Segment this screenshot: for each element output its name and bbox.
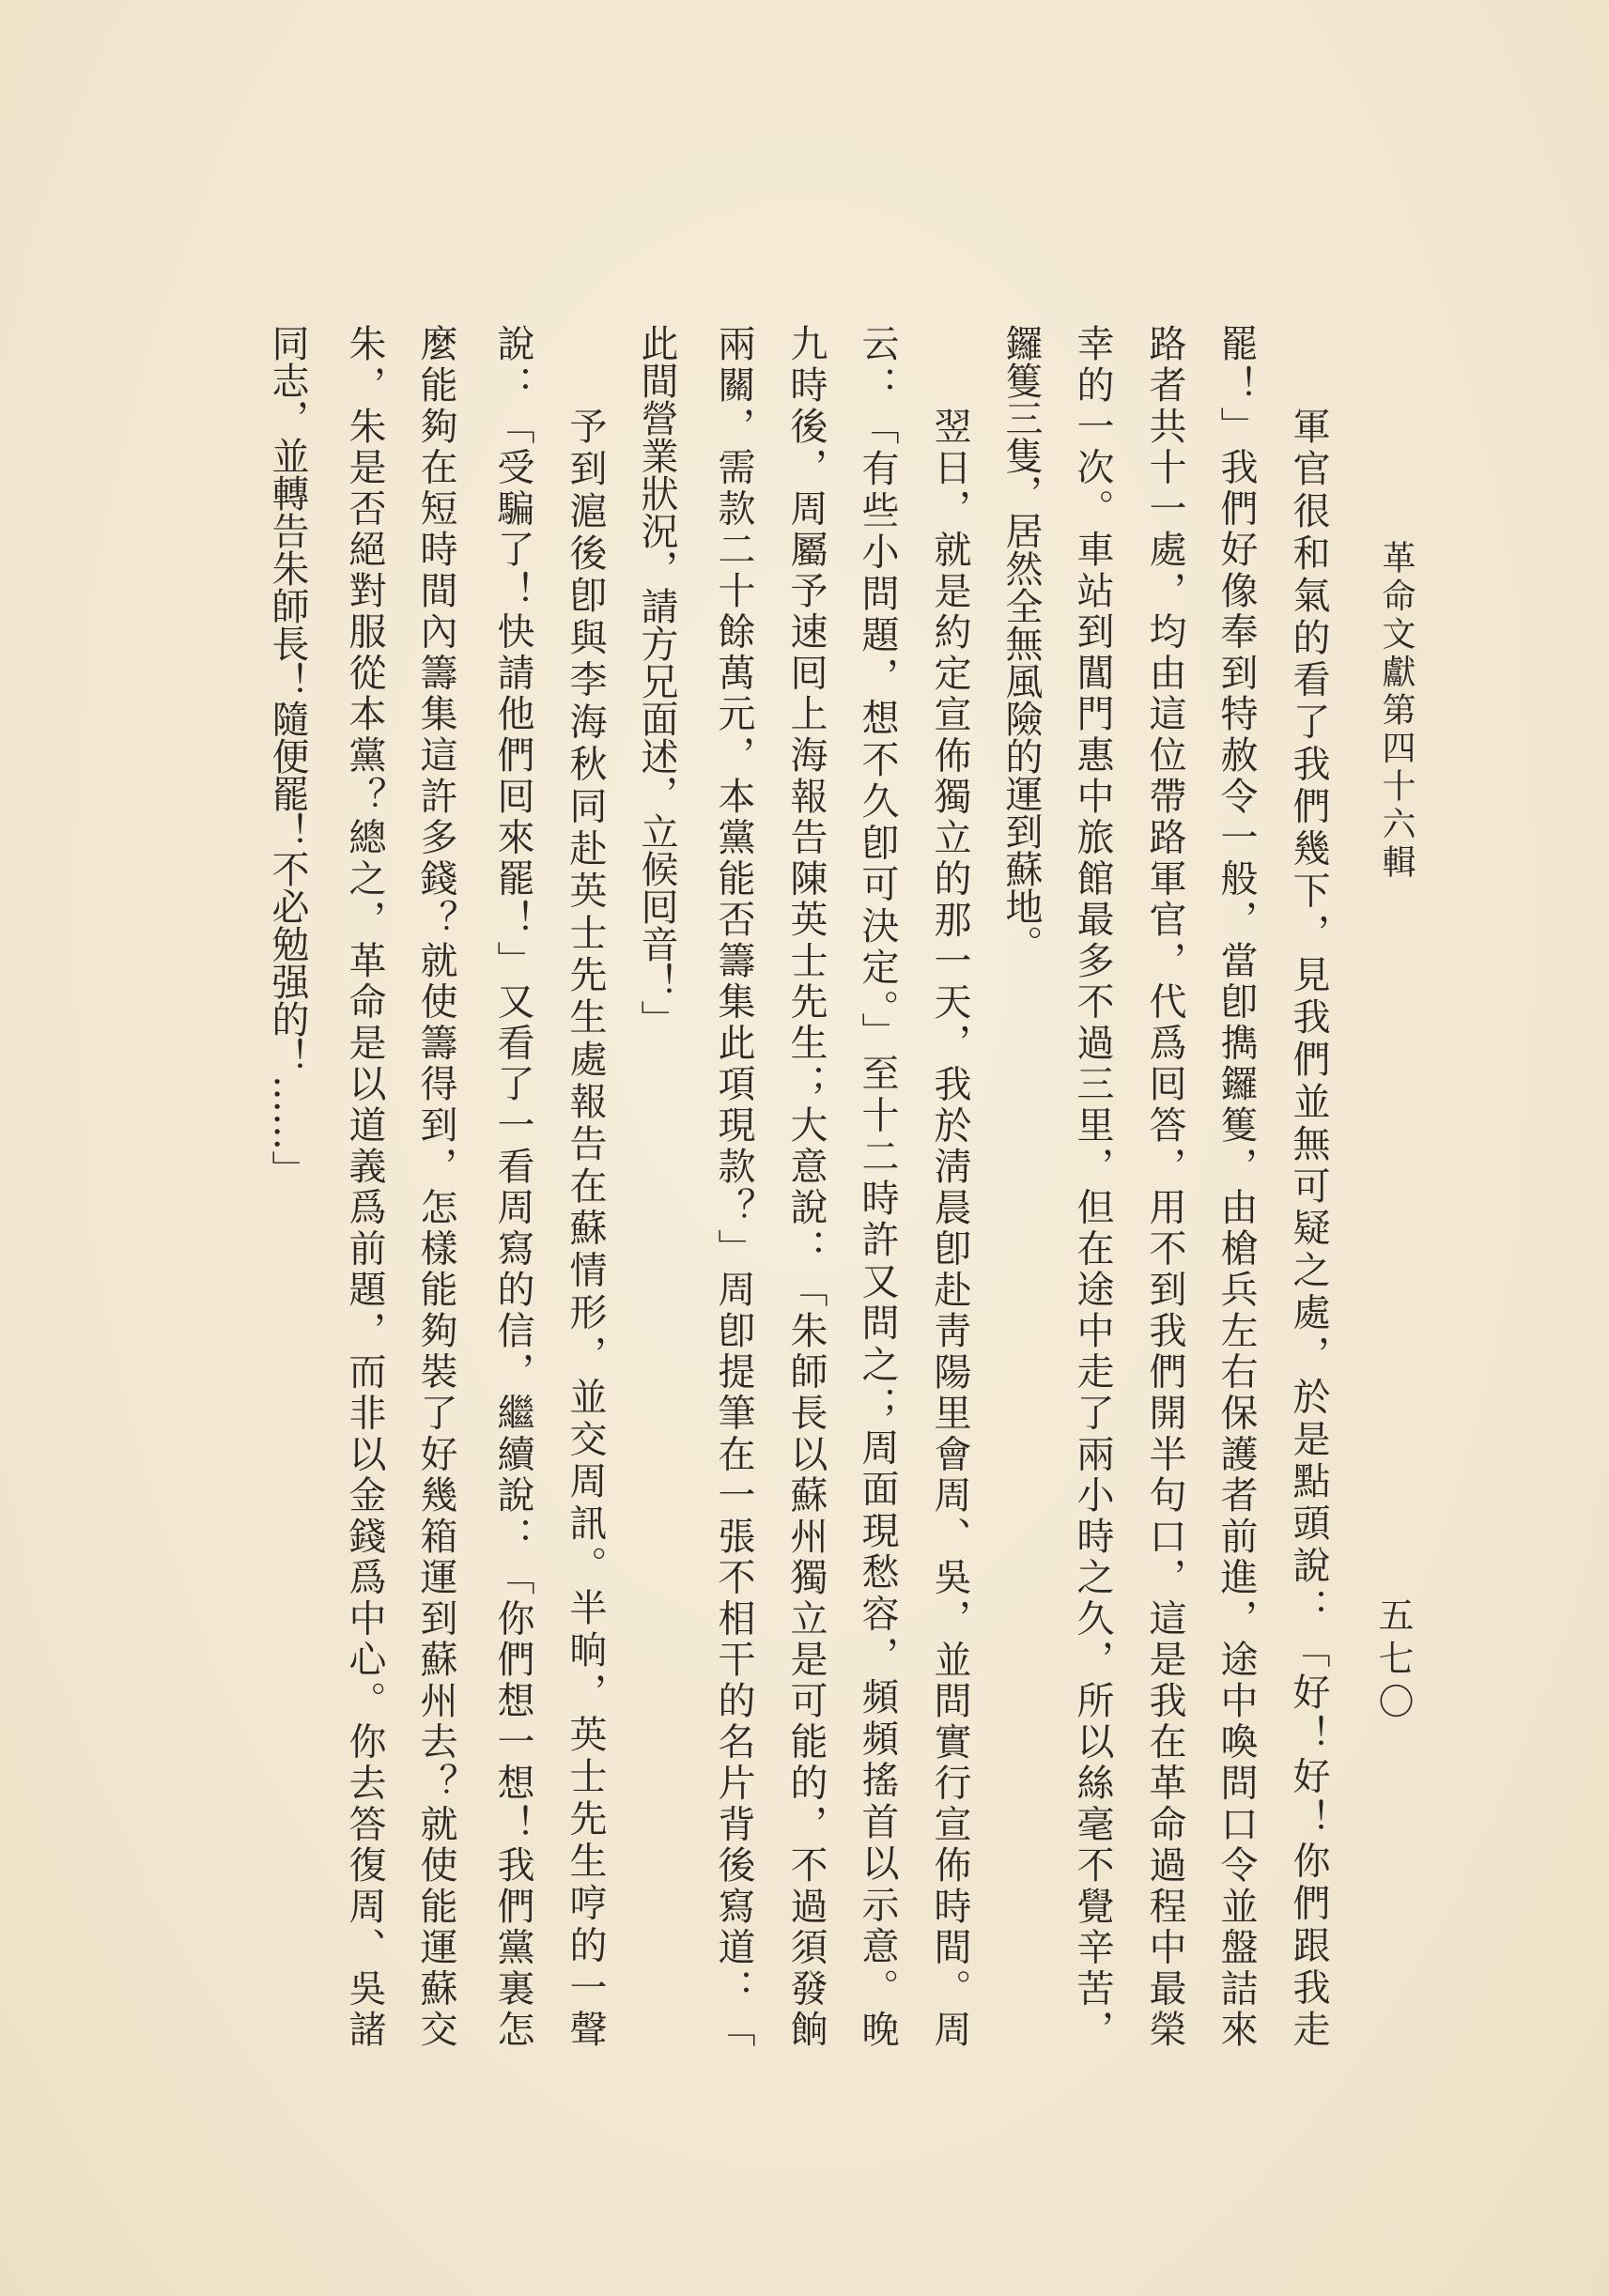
text-column-4: 幸的一次。車站到閶門惠中旅館最多不過三里，但在途中走了兩小時之久，所以絲毫不覺辛苦， bbox=[1071, 324, 1114, 2047]
text-column-10: 此間營業狀況，請方兄面述，立候囘音！」 bbox=[635, 324, 678, 1038]
text-column-8: 九時後，周屬予速囘上海報告陳英士先生；大意說：「朱師長以蘇州獨立是可能的，不過須發餉 bbox=[784, 324, 828, 2047]
running-header-book-title: 革命文獻第四十六輯 bbox=[1377, 540, 1416, 878]
page-number: 五七〇 bbox=[1372, 1596, 1414, 1718]
text-column-6: 翌日，就是約定宣佈獨立的那一天，我於淸晨卽赴靑陽里會周、吳，並問實行宣佈時間。周 bbox=[928, 407, 971, 2047]
text-column-12: 說：「受騙了！快請他們囘來罷！」又看了一看周寫的信，繼續說：「你們想一想！我們黨裏怎 bbox=[491, 324, 534, 2047]
text-column-3: 路者共十一處，均由這位帶路軍官，代爲囘答，用不到我們開半句口，這是我在革命過程中最榮 bbox=[1143, 324, 1186, 2047]
text-column-14: 朱，朱是否絕對服從本黨？總之，革命是以道義爲前題，而非以金錢爲中心。你去答復周、吳諸 bbox=[343, 324, 386, 2047]
text-column-15: 同志，並轉告朱師長！隨便罷！不必勉强的！……」 bbox=[266, 324, 309, 1188]
text-column-7: 云：「有些小問題，想不久卽可決定。」至十二時許又問之；周面現愁容，頻頻搖首以示意。晚 bbox=[856, 324, 899, 2047]
text-column-9: 兩關，需款二十餘萬元，本黨能否籌集此項現款？」周卽提筆在一張不相干的名片背後寫道：「 bbox=[712, 324, 755, 2047]
text-column-11: 予到滬後卽與李海秋同赴英士先生處報告在蘇情形，並交周訊。半晌，英士先生哼的一聲 bbox=[564, 407, 607, 2047]
text-column-1: 軍官很和氣的看了我們幾下，見我們並無可疑之處，於是點頭說：「好！好！你們跟我走 bbox=[1287, 407, 1330, 2047]
text-column-5: 鑼篗三隻，居然全無風險的運到蘇地。 bbox=[999, 324, 1043, 963]
text-column-13: 麼能夠在短時間內籌集這許多錢？就使籌得到，怎樣能夠裝了好幾箱運到蘇州去？就使能運蘇交 bbox=[414, 324, 457, 2047]
text-column-2: 罷！」我們好像奉到特赦令一般，當卽擕鑼篗，由槍兵左右保護者前進，途中喚問口令並盤詰來 bbox=[1214, 324, 1258, 2047]
